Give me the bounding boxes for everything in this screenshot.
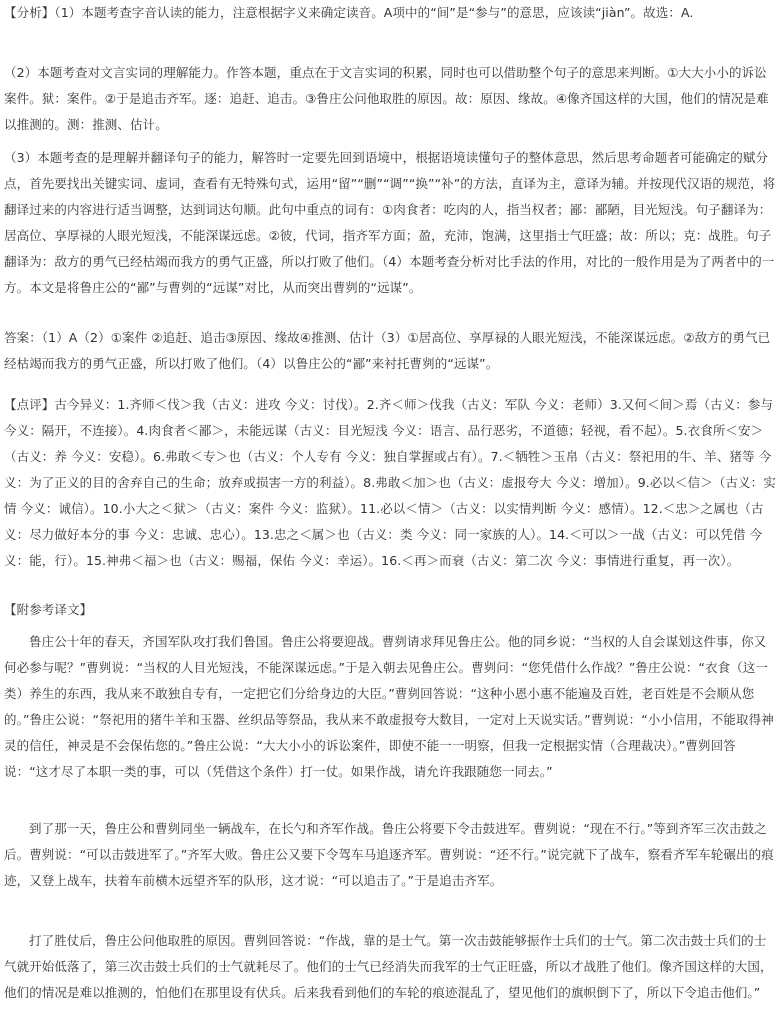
answer-paragraph: 答案：（1）A（2）①案件 ②追赶、追击③原因、缘故④推测、估计（3）①居高位、享厚禄的人眼光短浅，不能深谋远虑。②敌方的勇气已经枯竭而我方的勇气正盛，所以打败了他们。（4）以鲁庄公的“鄙”来衬托曹刿的“远谋”。 [4, 330, 771, 371]
analysis-part-2: （2）本题考查对文言实词的理解能力。作答本题，重点在于文言实词的积累，同时也可以借助整个句子的意思来判断。①大大小小的诉讼案件。狱：案件。②于是追击齐军。逐：追赶、追击。③鲁庄公问他取胜的原因。故：原因、缘故。④像齐国这样的大国，他们的情况是难以推测的。测：推测、估计。 [4, 65, 769, 132]
comment-paragraph: 【点评】古今异义：1.齐师＜伐＞我（古义：进攻 今义：讨伐）。2.齐＜师＞伐我（古义：军队 今义：老师）3.又何＜间＞焉（古义：参与 今义：隔开，不连接）。4.肉食者＜鄙＞，未能远谋（古义：目光短浅 今义：语言、品行恶劣，不道德；轻视，看不起）。5.衣食所＜安＞（古义：养 今义：安稳）。6.弗敢＜专＞也（古义：个人专有 今义：独自掌握或占有）。7.＜牺牲＞玉帛（古义：祭祀用的牛、羊、猪等 今义：为了正义的目的舍弃自己的生命；放弃或损害一方的利益）。8.弗敢＜加＞也（古义：虚报夸大 今义：增加）。9.必以＜信＞（古义：实情 今义：诚信）。10.小大之＜狱＞（古义：案件 今义：监狱）。11.必以＜情＞（古义：以实情判断 今义：感情）。12.＜忠＞之属也（古义：尽力做好本分的事 今义：忠诚、忠心）。13.忠之＜属＞也（古义：类 今义：同一家族的人）。14.＜可以＞一战（古义：可以凭借 今义：能，行）。15.神弗＜福＞也（古义：赐福，保佑 今义：幸运）。16.＜再＞而衰（古义：第二次 今义：事情进行重复，再一次）。 [4, 397, 776, 568]
analysis-part-1: 【分析】（1）本题考查字音认读的能力，注意根据字义来确定读音。A项中的“间”是“参与”的意思，应该读“jiàn”。故选：A. [4, 5, 694, 20]
translation-heading: 【附参考译文】 [4, 602, 93, 617]
translation-paragraph-1: 鲁庄公十年的春天，齐国军队攻打我们鲁国。鲁庄公将要迎战。曹刿请求拜见鲁庄公。他的同乡说：“当权的人自会谋划这件事，你又何必参与呢？”曹刿说：“当权的人目光短浅，不能深谋远虑。”于是入朝去见鲁庄公。曹刿问：“您凭借什么作战？”鲁庄公说：“衣食（这一类）养生的东西，我从来不敢独自专有，一定把它们分给身边的大臣。”曹刿回答说：“这种小恩小惠不能遍及百姓，老百姓是不会顺从您的。”鲁庄公说：“祭祀用的猪牛羊和玉器、丝织品等祭品，我从来不敢虚报夸大数目，一定对上天说实话。”曹刿说：“小小信用，不能取得神灵的信任，神灵是不会保佑您的。”鲁庄公说：“大大小小的诉讼案件，即使不能一一明察，但我一定根据实情（合理裁决）。”曹刿回答说：“这才尽了本职一类的事，可以（凭借这个条件）打一仗。如果作战，请允许我跟随您一同去。” [4, 634, 774, 779]
analysis-part-3: （3）本题考查的是理解并翻译句子的能力，解答时一定要先回到语境中，根据语境读懂句子的整体意思，然后思考命题者可能确定的赋分点，首先要找出关键实词、虚词，查看有无特殊句式，运用“留”“删”“调”“换”“补”的方法，直译为主，意译为辅。并按现代汉语的规范，将翻译过来的内容进行适当调整，达到词达句顺。此句中重点的词有：①肉食者：吃肉的人，指当权者；鄙：鄙陋，目光短浅。句子翻译为：居高位、享厚禄的人眼光短浅，不能深谋远虑。②彼，代词，指齐军方面；盈，充沛，饱满，这里指士气旺盛；故：所以；克：战胜。句子翻译为：敌方的勇气已经枯竭而我方的勇气正盛，所以打败了他们。（4）本题考查分析对比手法的作用，对比的一般作用是为了两者中的一方。本文是将鲁庄公的“鄙”与曹刿的“远谋”对比，从而突出曹刿的“远谋”。 [4, 150, 776, 295]
translation-paragraph-2: 到了那一天，鲁庄公和曹刿同坐一辆战车，在长勺和齐军作战。鲁庄公将要下令击鼓进军。曹刿说：“现在不行。”等到齐军三次击鼓之后。曹刿说：“可以击鼓进军了。”齐军大败。鲁庄公又要下令驾车马追逐齐军。曹刿说：“还不行。”说完就下了战车，察看齐军车轮碾出的痕迹，又登上战车，扶着车前横木远望齐军的队形，这才说：“可以追击了。”于是追击齐军。 [4, 821, 774, 888]
translation-paragraph-3: 打了胜仗后，鲁庄公问他取胜的原因。曹刿回答说：“作战，靠的是士气。第一次击鼓能够振作士兵们的士气。第二次击鼓士兵们的士气就开始低落了，第三次击鼓士兵们的士气就耗尽了。他们的士气已经消失而我军的士气正旺盛，所以才战胜了他们。像齐国这样的大国，他们的情况是难以推测的，怕他们在那里设有伏兵。后来我看到他们的车轮的痕迹混乱了，望见他们的旗帜倒下了，所以下令追击他们。” [4, 933, 773, 1000]
